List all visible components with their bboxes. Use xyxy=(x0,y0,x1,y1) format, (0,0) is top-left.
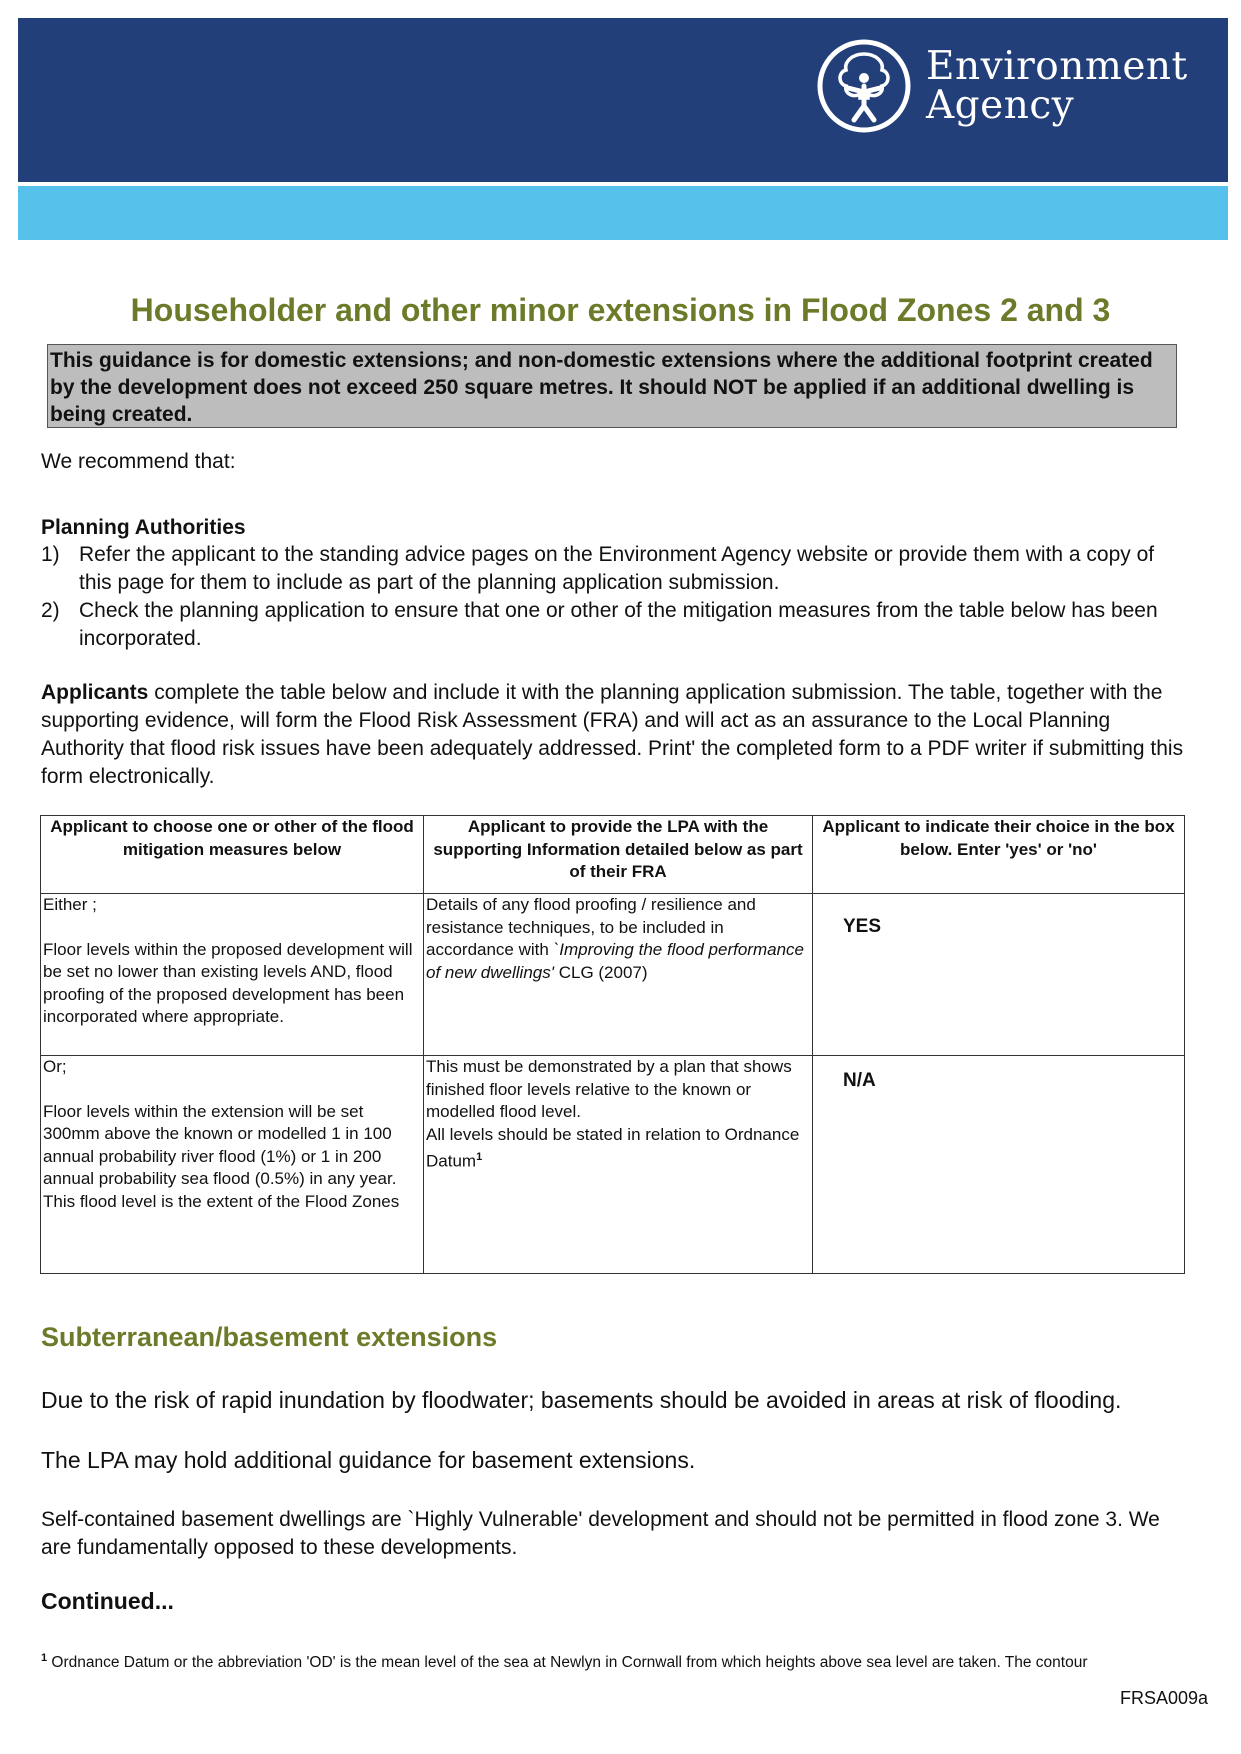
info-datum-text: All levels should be stated in relation to Ordnance Datum xyxy=(426,1124,800,1171)
info-cell xyxy=(424,894,813,1056)
list-number: 1) xyxy=(41,543,60,566)
list-item xyxy=(41,541,1191,597)
list-text: Check the planning application to ensure that one or other of the mitigation measures from the table below has been incorporated. xyxy=(79,599,1158,650)
header-stripe xyxy=(18,186,1228,240)
table-row xyxy=(41,894,1185,1056)
footnote-marker: 1 xyxy=(476,1151,483,1163)
planning-heading: Planning Authorities xyxy=(41,516,246,539)
footnote-text: Ordnance Datum or the abbreviation 'OD' is the mean level of the sea at Newlyn in Cornwall from which heights above sea level are taken. The contour xyxy=(47,1654,1088,1672)
page-title: Householder and other minor extensions in Flood Zones 2 and 3 xyxy=(130,292,1111,328)
choice-cell[interactable] xyxy=(813,894,1185,1056)
choice-answer[interactable]: YES xyxy=(843,916,882,937)
info-cell xyxy=(424,1056,813,1274)
brand-line-2: Agency xyxy=(926,83,1075,128)
measure-lead: Either ; xyxy=(43,895,97,914)
document-code: FRSA009a xyxy=(1120,1688,1209,1708)
info-text-end: CLG (2007) xyxy=(553,962,648,982)
tree-figure-icon xyxy=(814,36,914,136)
measure-cell xyxy=(41,894,424,1056)
basement-paragraph-1: Due to the risk of rapid inundation by floodwater; basements should be avoided in areas at risk of flooding. xyxy=(41,1387,1122,1413)
guidance-notice: This guidance is for domestic extensions; and non-domestic extensions where the additional footprint created by the development does not exceed 250 square metres. It should NOT be applied if an additional dwelling is being created. xyxy=(47,344,1177,428)
info-text: This must be demonstrated by a plan that shows finished floor levels relative to the known or modelled flood level. xyxy=(426,1057,792,1121)
list-text: Refer the applicant to the standing advice pages on the Environment Agency website or provide them with a copy of this page for them to include as part of the planning application submission. xyxy=(79,543,1155,594)
brand-line-1: Environment xyxy=(926,44,1188,89)
choice-answer[interactable]: N/A xyxy=(843,1070,876,1091)
environment-agency-logo xyxy=(814,36,1188,136)
applicants-paragraph xyxy=(41,679,1191,791)
continued-label: Continued... xyxy=(41,1588,174,1614)
list-number: 2) xyxy=(41,599,60,622)
measure-text: Floor levels within the extension will be set 300mm above the known or modelled 1 in 100 annual probability river flood (1%) or 1 in 200 annual probability sea flood (0.5%) in any year. This flood level is the extent of the Flood Zones xyxy=(43,1101,400,1211)
applicants-text: complete the table below and include it with the planning application submission. The table, together with the supporting evidence, will form the Flood Risk Assessment (FRA) and will act as an assurance to the Local Planning Authority that flood risk issues have been adequately addressed. Print' the completed form to a PDF writer if submitting this form electronically. xyxy=(41,681,1184,788)
info-text: Details of any flood proofing / resilience and resistance techniques, to be included in accordance with xyxy=(426,895,756,959)
table-header-row xyxy=(41,816,1185,894)
table-row xyxy=(41,1056,1185,1274)
basement-paragraph-2: The LPA may hold additional guidance for basement extensions. xyxy=(41,1447,696,1473)
header-information: Applicant to provide the LPA with the supporting Information detailed below as part of their FRA xyxy=(424,816,813,894)
info-text-datum xyxy=(426,1124,810,1174)
header-choice: Applicant to indicate their choice in the box below. Enter 'yes' or 'no' xyxy=(813,816,1185,894)
footnote-number: 1 xyxy=(41,1652,48,1664)
footnote xyxy=(41,1652,1088,1672)
mitigation-table xyxy=(40,815,1185,1274)
basement-paragraph-3: Self-contained basement dwellings are `Highly Vulnerable' development and should not be permitted in flood zone 3. We are fundamentally opposed to these developments. xyxy=(41,1508,1160,1559)
list-item xyxy=(41,597,1191,653)
recommend-text: We recommend that: xyxy=(41,450,236,473)
choice-cell[interactable] xyxy=(813,1056,1185,1274)
measure-text: Floor levels within the proposed development will be set no lower than existing levels AND, flood proofing of the proposed development has been incorporated where appropriate. xyxy=(43,939,413,1026)
applicants-label: Applicants xyxy=(41,681,149,704)
planning-list xyxy=(41,541,1191,653)
header-measures: Applicant to choose one or other of the flood mitigation measures below xyxy=(41,816,424,894)
info-publication: `Improving the flood performance of new dwellings' xyxy=(426,940,804,982)
measure-lead: Or; xyxy=(43,1057,67,1076)
basement-heading: Subterranean/basement extensions xyxy=(41,1322,498,1352)
measure-cell xyxy=(41,1056,424,1274)
